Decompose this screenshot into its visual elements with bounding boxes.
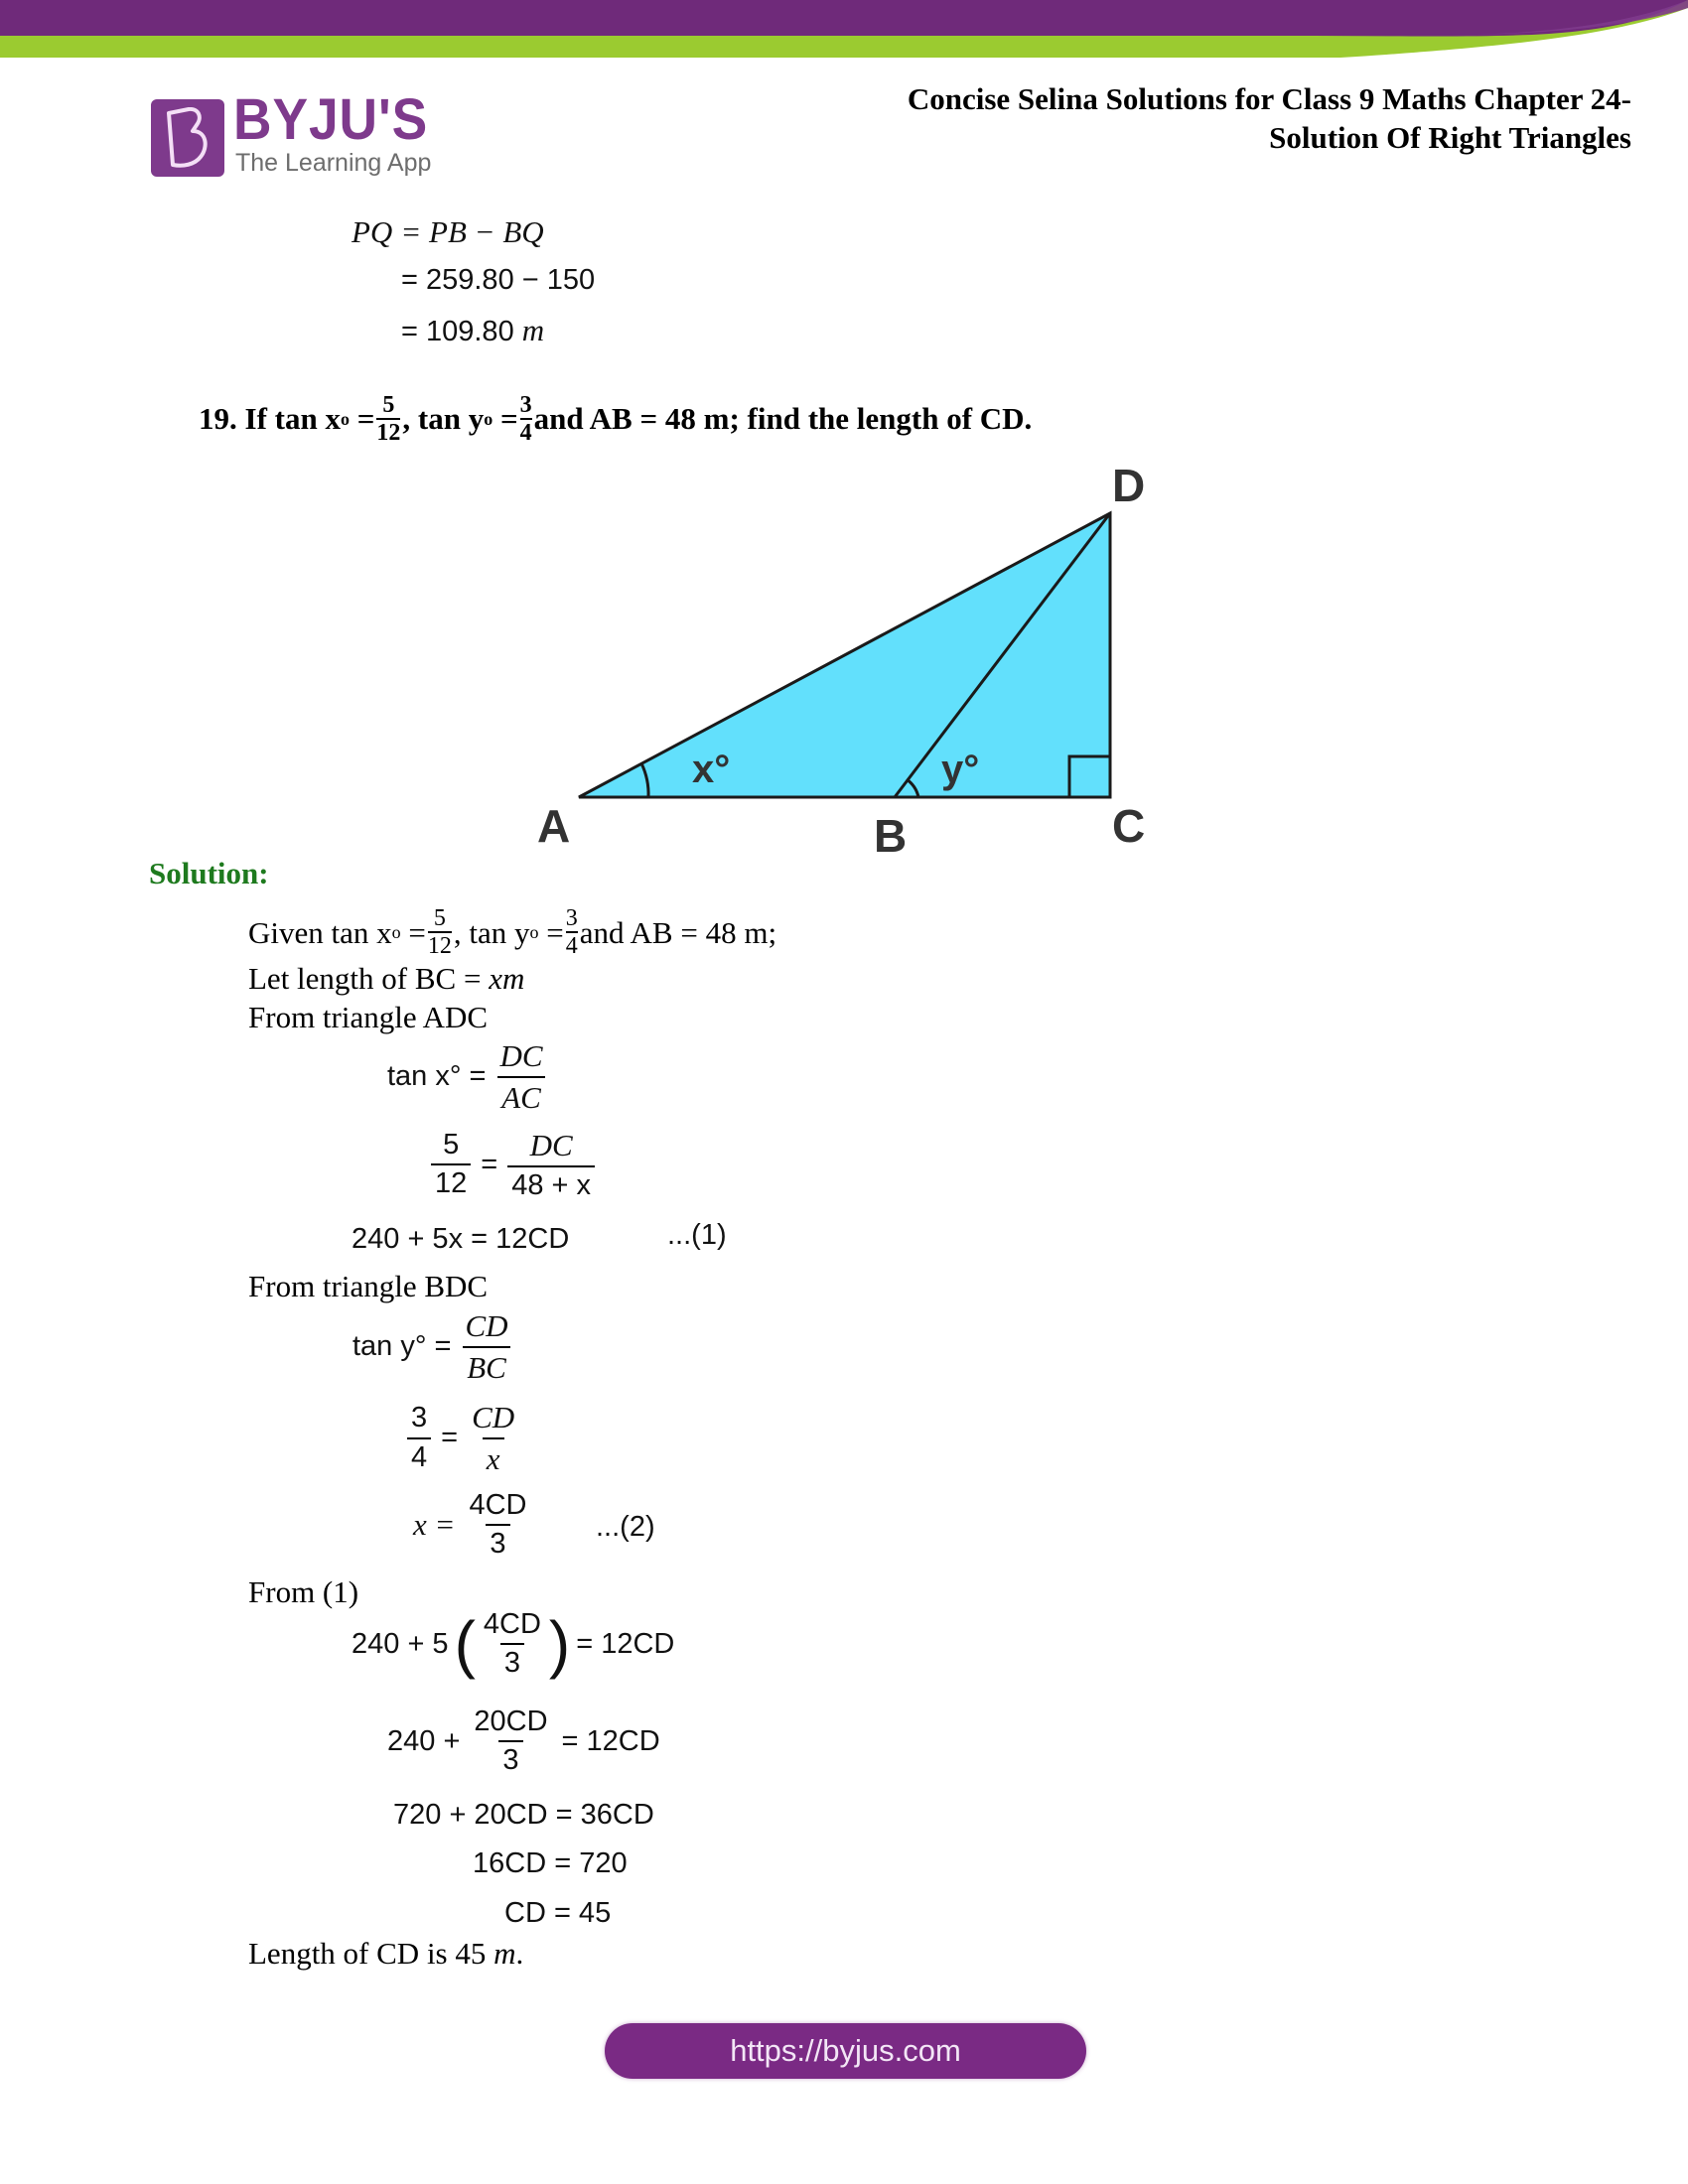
triangle-diagram — [516, 452, 1172, 869]
equation-simplified: 240 + $\frac{20CD}{3}$ = 12CD — [387, 1706, 660, 1777]
equation-substitution: 240 + 5 ( $\frac{4CD}{3}$ ) = 12CD — [352, 1608, 675, 1681]
equation-5-12: $\frac{5}{12}$ = $\frac{DC}{48 + x}$ — [427, 1128, 599, 1202]
header-banner — [0, 0, 1688, 69]
carryover-line2: = 259.80 − 150 — [401, 264, 596, 296]
fraction-5-12: $\frac{5}{12}$ — [376, 392, 401, 447]
logo-wordmark: BYJU'S — [233, 87, 429, 152]
purple-band — [0, 0, 1688, 37]
equation-result: CD = 45 — [504, 1897, 612, 1929]
solution-heading: Solution: — [149, 856, 269, 890]
equation-cross-multiplied: 720 + 20CD = 36CD — [393, 1799, 654, 1831]
from-triangle-adc: From triangle ADC — [248, 1000, 489, 1034]
equation-16cd: 16CD = 720 — [473, 1847, 628, 1879]
document-title-line2: Solution Of Right Triangles — [1269, 120, 1631, 155]
vertex-d-label: D — [1112, 460, 1146, 511]
footer-link-text[interactable]: https://byjus.com — [730, 2033, 961, 2068]
equation-tan-y: tan y° = $\frac{CD}{BC}$ — [352, 1308, 516, 1385]
document-title-line1: Concise Selina Solutions for Class 9 Maths Chapter 24- — [907, 81, 1631, 116]
equation-1: 240 + 5x = 12CD — [352, 1223, 570, 1255]
vertex-b-label: B — [874, 810, 908, 862]
given-line: Given tan x o = $\frac{5}{12}$ , tan y o = $\frac{3}{4}$ and AB = 48 m; — [248, 905, 777, 960]
triangle-adc — [579, 513, 1110, 797]
footer-link-button[interactable] — [605, 2023, 1086, 2079]
equation-2: x = $\frac{4CD}{3}$ — [413, 1489, 527, 1561]
angle-x-label: x° — [692, 748, 731, 791]
equation-2-tag: ...(2) — [596, 1511, 655, 1543]
vertex-c-label: C — [1112, 800, 1146, 852]
let-line: Let length of BC = xm — [248, 961, 525, 996]
conclusion: Length of CD is 45 m. — [248, 1936, 524, 1971]
from-triangle-bdc: From triangle BDC — [248, 1269, 489, 1303]
byjus-b-logo-icon — [151, 99, 224, 177]
document-title — [908, 79, 1631, 157]
equation-tan-x: tan x° = $\frac{DC}{AC}$ — [387, 1038, 551, 1115]
equation-1-tag: ...(1) — [667, 1219, 727, 1251]
angle-y-label: y° — [941, 748, 980, 791]
vertex-a-label: A — [537, 800, 571, 852]
carryover-line3: = 109.80 m — [401, 313, 545, 347]
carryover-line1: PQ = PB − BQ — [352, 214, 544, 249]
question-19: 19. If tan x o = $\frac{5}{12}$ , tan y o = $\frac{3}{4}$ and AB = 48 m; find the length of CD. — [199, 392, 1033, 447]
equation-3-4: $\frac{3}{4}$ = $\frac{CD}{x}$ — [403, 1400, 522, 1476]
logo-tagline: The Learning App — [235, 149, 432, 177]
from-equation-1: From (1) — [248, 1574, 359, 1609]
fraction-3-4: $\frac{3}{4}$ — [519, 392, 532, 447]
